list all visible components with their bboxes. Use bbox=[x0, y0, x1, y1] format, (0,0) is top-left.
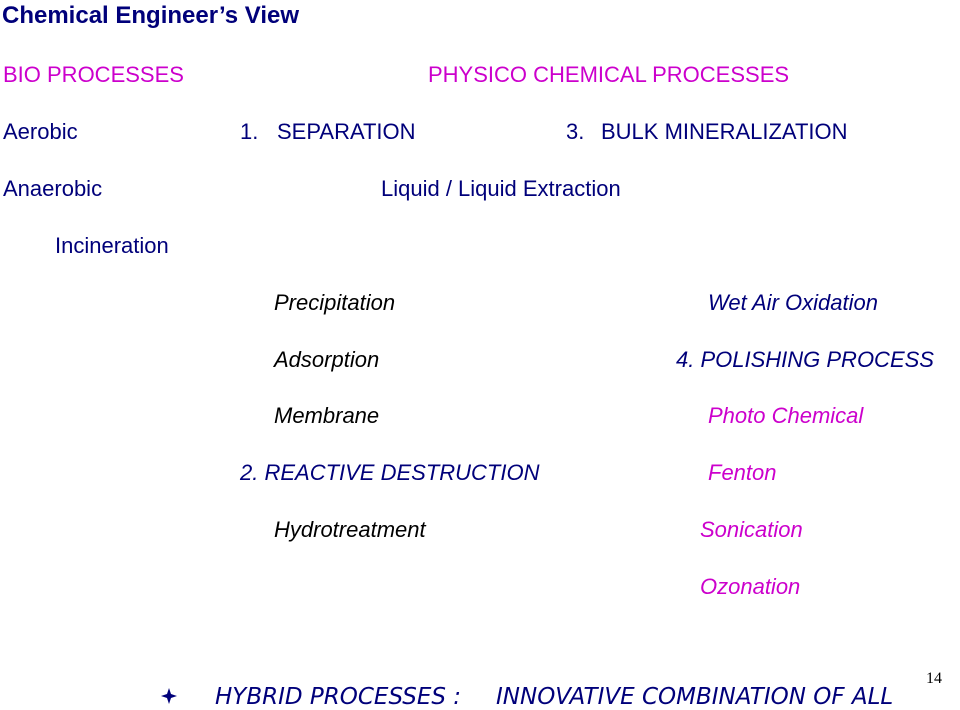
polishing-process-heading: 4. POLISHING PROCESS bbox=[676, 347, 934, 372]
page-title: Chemical Engineer’s View bbox=[2, 2, 300, 29]
separation-item-membrane: Membrane bbox=[274, 403, 380, 428]
separation-item-adsorption: Adsorption bbox=[274, 347, 380, 372]
bulk-item-wet-air-oxidation: Wet Air Oxidation bbox=[708, 290, 878, 315]
page-number: 14 bbox=[926, 670, 942, 687]
separation-item-precipitation: Precipitation bbox=[274, 290, 396, 315]
bio-item-aerobic: Aerobic bbox=[3, 119, 78, 144]
polishing-item-sonication: Sonication bbox=[700, 517, 803, 542]
bulk-mineralization-heading: BULK MINERALIZATION bbox=[601, 119, 848, 144]
bio-item-anaerobic: Anaerobic bbox=[3, 176, 103, 201]
hybrid-processes-label: HYBRID PROCESSES : bbox=[215, 684, 462, 710]
hybrid-processes-description: INNOVATIVE COMBINATION OF ALL bbox=[496, 684, 894, 710]
polishing-item-ozonation: Ozonation bbox=[700, 574, 801, 599]
separation-item-extraction: Liquid / Liquid Extraction bbox=[381, 176, 621, 201]
separation-heading: SEPARATION bbox=[277, 119, 416, 144]
polishing-item-fenton: Fenton bbox=[708, 460, 777, 485]
reactive-item-hydrotreatment: Hydrotreatment bbox=[274, 517, 426, 542]
polishing-item-photo-chemical: Photo Chemical bbox=[708, 403, 864, 428]
separation-number: 1. bbox=[240, 119, 259, 144]
physico-chemical-heading: PHYSICO CHEMICAL PROCESSES bbox=[428, 62, 790, 87]
diamond-bullet-icon bbox=[161, 688, 177, 704]
bulk-mineralization-number: 3. bbox=[566, 119, 585, 144]
bio-item-incineration: Incineration bbox=[55, 233, 169, 258]
reactive-destruction-heading: 2. REACTIVE DESTRUCTION bbox=[240, 460, 540, 485]
bio-processes-heading: BIO PROCESSES bbox=[3, 62, 184, 87]
